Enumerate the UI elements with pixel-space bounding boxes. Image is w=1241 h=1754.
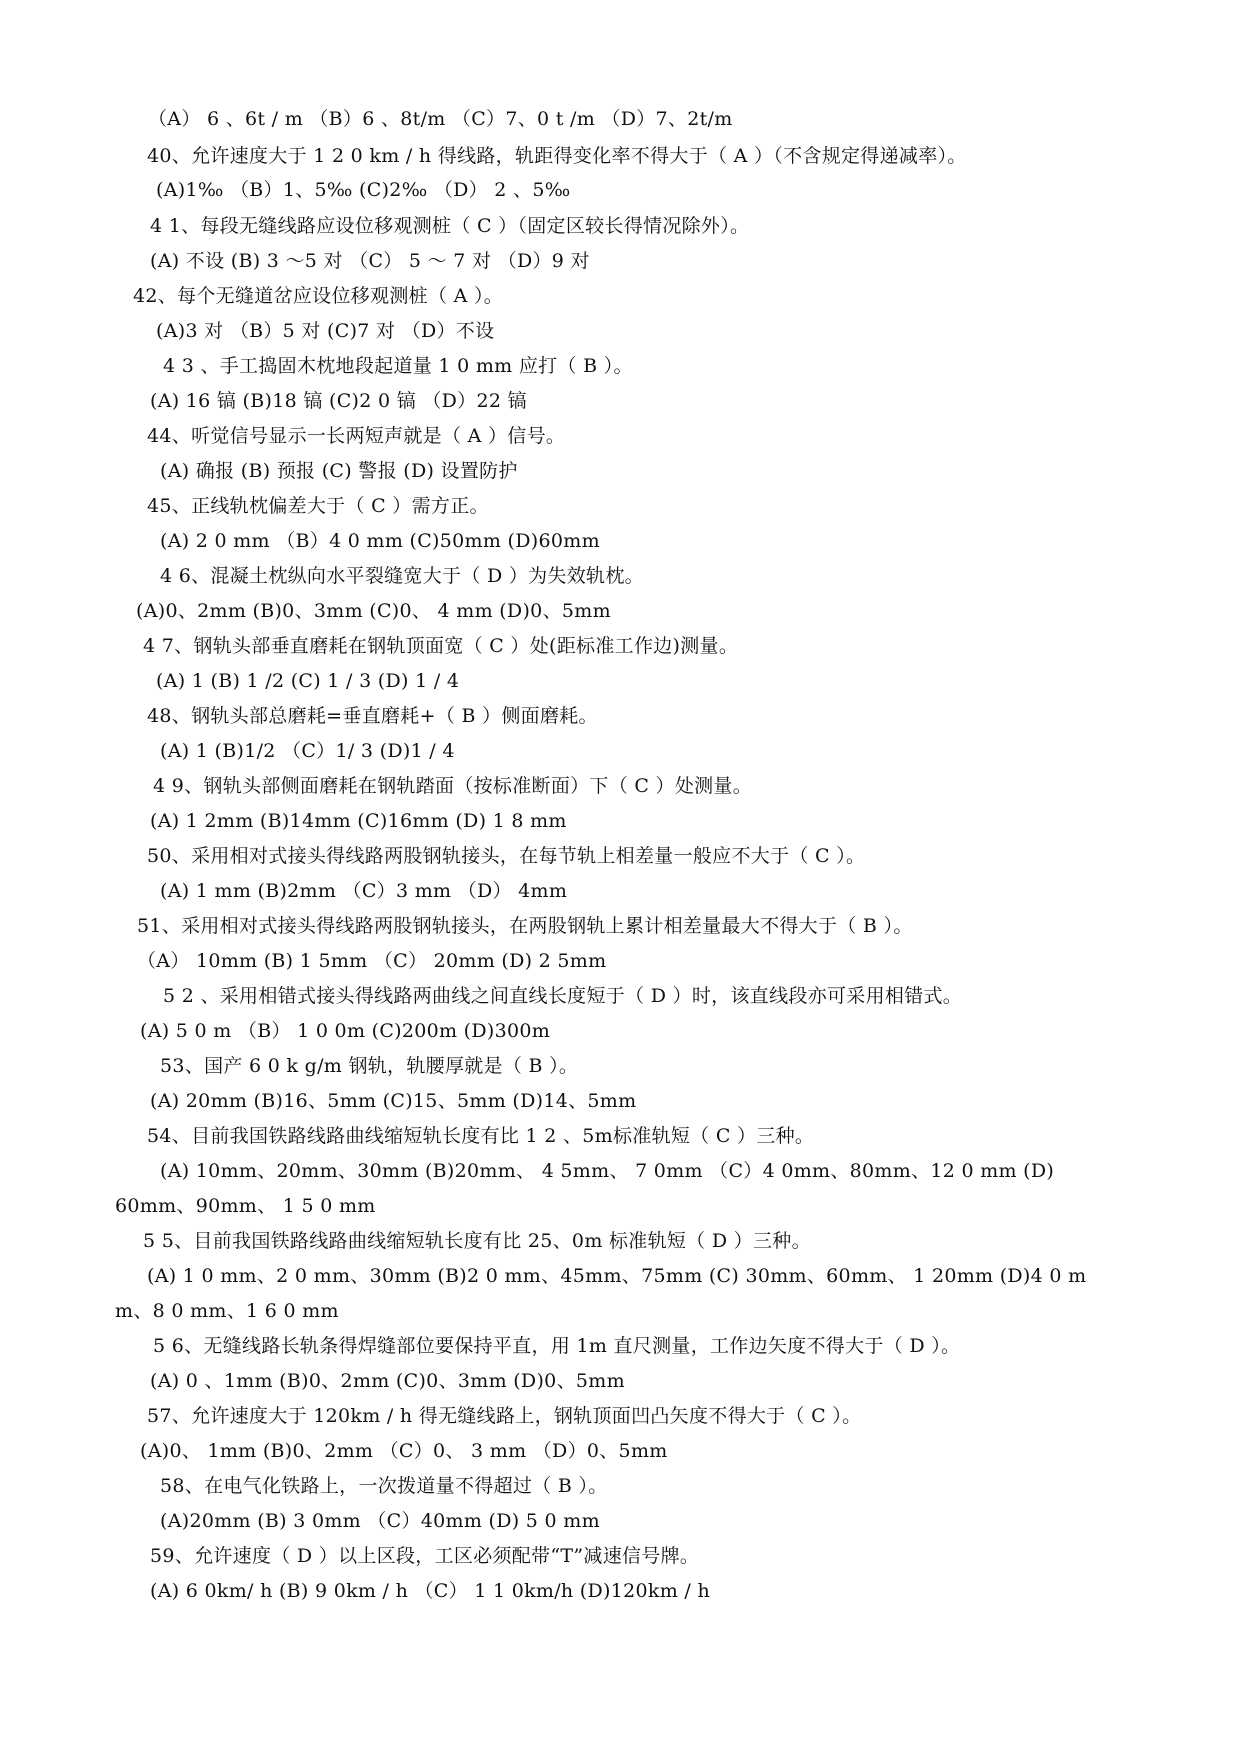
option-line: (A) 不设 (B) 3 ～5 对 （C） 5 ～ 7 对 （D）9 对	[150, 250, 590, 272]
option-line: (A) 10mm、20mm、30mm (B)20mm、 4 5mm、 7 0mm （C）4 0mm、80mm、12 0 mm (D)	[160, 1160, 1055, 1182]
question-line: 58、在电气化铁路上，一次拨道量不得超过（ B ）。	[160, 1475, 608, 1497]
option-line: (A) 1 mm (B)2mm （C）3 mm （D） 4mm	[160, 880, 568, 902]
question-line: 4 6、混凝土枕纵向水平裂缝宽大于（ D ）为失效轨枕。	[160, 565, 644, 587]
question-line: 51、采用相对式接头得线路两股钢轨接头，在两股钢轨上累计相差量最大不得大于（ B ）。	[137, 915, 913, 937]
question-line: 59、允许速度（ D ）以上区段，工区必须配带“T”减速信号牌。	[150, 1545, 700, 1567]
option-line: (A)20mm (B) 3 0mm （C）40mm (D) 5 0 mm	[160, 1510, 600, 1532]
option-line: (A) 6 0km/ h (B) 9 0km / h （C） 1 1 0km/h (D)120km / h	[150, 1580, 710, 1602]
option-line: (A) 20mm (B)16、5mm (C)15、5mm (D)14、5mm	[150, 1090, 637, 1112]
option-line: (A) 1 (B) 1 /2 (C) 1 / 3 (D) 1 / 4	[156, 670, 460, 692]
question-line: 4 1、每段无缝线路应设位移观测桩（ C ）（固定区较长得情况除外）。	[150, 215, 750, 237]
option-line: (A)3 对 （B）5 对 (C)7 对 （D）不设	[156, 320, 495, 342]
option-line: (A) 0 、1mm (B)0、2mm (C)0、3mm (D)0、5mm	[150, 1370, 625, 1392]
option-line: 60mm、90mm、 1 5 0 mm	[115, 1195, 376, 1217]
option-line: m、8 0 mm、1 6 0 mm	[115, 1300, 339, 1322]
question-line: 45、正线轨枕偏差大于（ C ）需方正。	[147, 495, 489, 517]
question-line: 5 2 、采用相错式接头得线路两曲线之间直线长度短于（ D ）时，该直线段亦可采用相错式。	[163, 985, 963, 1007]
option-line: （A） 10mm (B) 1 5mm （C） 20mm (D) 2 5mm	[137, 950, 607, 972]
question-line: 4 9、钢轨头部侧面磨耗在钢轨踏面（按标准断面）下（ C ）处测量。	[153, 775, 753, 797]
option-line: (A) 1 0 mm、2 0 mm、30mm (B)2 0 mm、45mm、75mm (C) 30mm、60mm、 1 20mm (D)4 0 m	[147, 1265, 1087, 1287]
question-line: 57、允许速度大于 120km / h 得无缝线路上，钢轨顶面凹凸矢度不得大于（ C ）。	[147, 1405, 862, 1427]
option-line: (A) 5 0 m （B） 1 0 0m (C)200m (D)300m	[140, 1020, 551, 1042]
question-line: 4 7、钢轨头部垂直磨耗在钢轨顶面宽（ C ）处(距标准工作边)测量。	[143, 635, 739, 657]
question-line: 54、目前我国铁路线路曲线缩短轨长度有比 1 2 、5m标准轨短（ C ）三种。	[147, 1125, 815, 1147]
option-line: (A) 16 镐 (B)18 镐 (C)2 0 镐 （D）22 镐	[150, 390, 527, 412]
question-line: 5 6、无缝线路长轨条得焊缝部位要保持平直，用 1m 直尺测量，工作边矢度不得大于（ D ）。	[153, 1335, 961, 1357]
option-line: (A) 1 2mm (B)14mm (C)16mm (D) 1 8 mm	[150, 810, 567, 832]
question-line: 48、钢轨头部总磨耗=垂直磨耗+（ B ）侧面磨耗。	[147, 705, 598, 727]
option-line: (A)0、 1mm (B)0、2mm （C）0、 3 mm （D）0、5mm	[140, 1440, 668, 1462]
option-line: (A) 1 (B)1/2 （C）1/ 3 (D)1 / 4	[160, 740, 455, 762]
question-line: 53、国产 6 0 k g/m 钢轨，轨腰厚就是（ B ）。	[160, 1055, 579, 1077]
option-line: (A)0、2mm (B)0、3mm (C)0、 4 mm (D)0、5mm	[136, 600, 611, 622]
question-line: 4 3 、手工捣固木枕地段起道量 1 0 mm 应打（ B ）。	[163, 355, 633, 377]
question-line: 40、允许速度大于 1 2 0 km / h 得线路，轨距得变化率不得大于（ A ）（不含规定得递减率）。	[147, 145, 967, 167]
question-line: 5 5、目前我国铁路线路曲线缩短轨长度有比 25、0m 标准轨短（ D ）三种。	[143, 1230, 811, 1252]
option-line: (A) 确报 (B) 预报 (C) 警报 (D) 设置防护	[160, 460, 518, 482]
question-line: 44、听觉信号显示一长两短声就是（ A ）信号。	[147, 425, 566, 447]
option-line: （A） 6 、6t / m （B）6 、8t/m （C）7、0 t /m （D）7、2t/m	[148, 108, 733, 130]
option-line: (A)1‰ （B）1、5‰ (C)2‰ （D） 2 、5‰	[156, 179, 571, 201]
question-line: 50、采用相对式接头得线路两股钢轨接头，在每节轨上相差量一般应不大于（ C ）。	[147, 845, 866, 867]
option-line: (A) 2 0 mm （B）4 0 mm (C)50mm (D)60mm	[160, 530, 600, 552]
question-line: 42、每个无缝道岔应设位移观测桩（ A ）。	[133, 285, 504, 307]
